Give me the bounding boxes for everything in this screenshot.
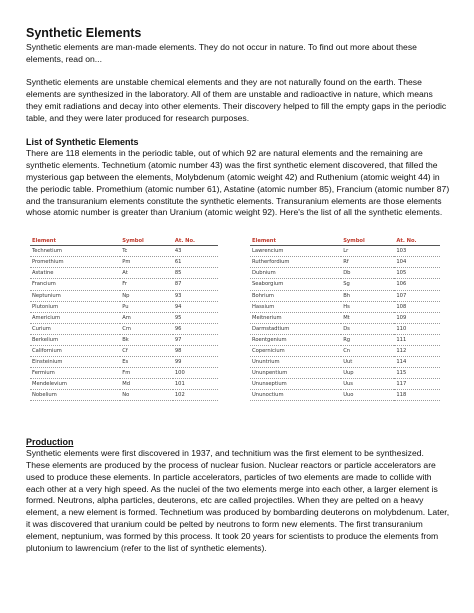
- column-header-symbol: Symbol: [341, 236, 394, 246]
- column-header-element: Element: [250, 236, 341, 246]
- table-row: [30, 346, 218, 357]
- table-row: [250, 312, 440, 323]
- symbol-cell: Rf: [341, 257, 394, 268]
- symbol-cell: Bk: [120, 334, 173, 345]
- table-row: [250, 379, 440, 390]
- table-row: [30, 334, 218, 345]
- element-name-cell: Dubnium: [250, 268, 341, 279]
- atomic-number-cell: 112: [394, 346, 440, 357]
- atomic-number-cell: 118: [394, 390, 440, 401]
- table-row: [250, 246, 440, 257]
- element-name-cell: Astatine: [30, 268, 120, 279]
- table-row: [30, 279, 218, 290]
- element-name-cell: Roentgenium: [250, 334, 341, 345]
- element-name-cell: Bohrium: [250, 290, 341, 301]
- atomic-number-cell: 99: [173, 357, 218, 368]
- atomic-number-cell: 103: [394, 246, 440, 257]
- column-header-atomic-number: At. No.: [173, 236, 218, 246]
- element-name-cell: Plutonium: [30, 301, 120, 312]
- table-row: [250, 268, 440, 279]
- symbol-cell: Cn: [341, 346, 394, 357]
- table-row: [30, 390, 218, 401]
- element-name-cell: Fermium: [30, 368, 120, 379]
- element-name-cell: Technetium: [30, 246, 120, 257]
- atomic-number-cell: 115: [394, 368, 440, 379]
- intro-paragraph: Synthetic elements are man-made elements. They do not occur in nature. To find out more about these elements, read on...: [26, 42, 417, 64]
- atomic-number-cell: 61: [173, 257, 218, 268]
- element-name-cell: Nobelium: [30, 390, 120, 401]
- table-row: [30, 290, 218, 301]
- atomic-number-cell: 107: [394, 290, 440, 301]
- atomic-number-cell: 87: [173, 279, 218, 290]
- atomic-number-cell: 110: [394, 323, 440, 334]
- table-row: [250, 357, 440, 368]
- table-row: [250, 346, 440, 357]
- table-row: [30, 323, 218, 334]
- atomic-number-cell: 95: [173, 312, 218, 323]
- atomic-number-cell: 43: [173, 246, 218, 257]
- symbol-cell: Uus: [341, 379, 394, 390]
- symbol-cell: Fr: [120, 279, 173, 290]
- table-row: [250, 257, 440, 268]
- element-name-cell: Seaborgium: [250, 279, 341, 290]
- symbol-cell: Rg: [341, 334, 394, 345]
- table-row: [30, 257, 218, 268]
- table-row: [30, 357, 218, 368]
- elements-table-right: [250, 236, 440, 401]
- atomic-number-cell: 98: [173, 346, 218, 357]
- element-name-cell: Lawrencium: [250, 246, 341, 257]
- element-name-cell: Meitnerium: [250, 312, 341, 323]
- symbol-cell: Am: [120, 312, 173, 323]
- atomic-number-cell: 97: [173, 334, 218, 345]
- symbol-cell: Md: [120, 379, 173, 390]
- table-row: [30, 312, 218, 323]
- table-row: [250, 301, 440, 312]
- element-name-cell: Ununpentium: [250, 368, 341, 379]
- element-name-cell: Californium: [30, 346, 120, 357]
- atomic-number-cell: 108: [394, 301, 440, 312]
- symbol-cell: Db: [341, 268, 394, 279]
- description-paragraph: Synthetic elements are unstable chemical elements and they are not naturally found on the earth. These elements are synthesized in the laboratory. All of them are unstable and radioactive in nature, which means they emit radiations and decay into other elements. Their discovery helped to fill the empty gaps in the periodic table, and they were later produced for research purposes.: [26, 77, 447, 123]
- element-name-cell: Ununoctium: [250, 390, 341, 401]
- atomic-number-cell: 117: [394, 379, 440, 390]
- element-name-cell: Hassium: [250, 301, 341, 312]
- page-title: Synthetic Elements: [26, 26, 142, 40]
- atomic-number-cell: 105: [394, 268, 440, 279]
- table-row: [250, 390, 440, 401]
- element-name-cell: Curium: [30, 323, 120, 334]
- table-row: [30, 268, 218, 279]
- element-name-cell: Promethium: [30, 257, 120, 268]
- table-row: [30, 301, 218, 312]
- atomic-number-cell: 102: [173, 390, 218, 401]
- symbol-cell: Mt: [341, 312, 394, 323]
- elements-table-left: [30, 236, 218, 401]
- element-name-cell: Berkelium: [30, 334, 120, 345]
- table-row: [250, 290, 440, 301]
- symbol-cell: Pu: [120, 301, 173, 312]
- symbol-cell: Np: [120, 290, 173, 301]
- atomic-number-cell: 111: [394, 334, 440, 345]
- atomic-number-cell: 109: [394, 312, 440, 323]
- atomic-number-cell: 94: [173, 301, 218, 312]
- production-heading: Production: [26, 437, 74, 448]
- table-row: [30, 368, 218, 379]
- symbol-cell: Lr: [341, 246, 394, 257]
- table-row: [250, 334, 440, 345]
- table-row: [30, 379, 218, 390]
- atomic-number-cell: 104: [394, 257, 440, 268]
- symbol-cell: Cf: [120, 346, 173, 357]
- table-row: [250, 368, 440, 379]
- document-page: [26, 26, 450, 554]
- symbol-cell: Uup: [341, 368, 394, 379]
- atomic-number-cell: 101: [173, 379, 218, 390]
- atomic-number-cell: 96: [173, 323, 218, 334]
- table-header-row: [30, 236, 218, 246]
- element-name-cell: Copernicium: [250, 346, 341, 357]
- element-name-cell: Rutherfordium: [250, 257, 341, 268]
- table-row: [250, 279, 440, 290]
- symbol-cell: At: [120, 268, 173, 279]
- atomic-number-cell: 106: [394, 279, 440, 290]
- atomic-number-cell: 85: [173, 268, 218, 279]
- column-header-atomic-number: At. No.: [394, 236, 440, 246]
- symbol-cell: Hs: [341, 301, 394, 312]
- atomic-number-cell: 114: [394, 357, 440, 368]
- element-name-cell: Ununseptium: [250, 379, 341, 390]
- column-header-symbol: Symbol: [120, 236, 173, 246]
- symbol-cell: Tc: [120, 246, 173, 257]
- symbol-cell: Es: [120, 357, 173, 368]
- element-name-cell: Francium: [30, 279, 120, 290]
- table-row: [250, 323, 440, 334]
- symbol-cell: Cm: [120, 323, 173, 334]
- atomic-number-cell: 100: [173, 368, 218, 379]
- symbol-cell: Sg: [341, 279, 394, 290]
- list-heading: List of Synthetic Elements: [26, 137, 139, 148]
- production-paragraph: Synthetic elements were first discovered in 1937, and technitium was the first element to be synthesized. These elements are produced by the process of nuclear fusion. Nuclear reactors or particle accelerators are used to produce these elements. In particle accelerators, particles of two elements are made to collide with each other at a very high speed. As the nuclei of the two elements merge into each other, a larger element is formed. Neutrons, alpha particles, deuterons, etc are called projectiles. When they are pelted on a heavy element, a new element is formed. Technetium was produced by bombarding deuterons on molybdenum. Later, it was discovered that uranium could be pelted by neutrons to form new elements. The first transuranium element, neptunium, was formed by this process. It took 20 years for scientists to produce the elements from plutonium to lawrencium (refer to the list of synthetic elements).: [26, 448, 450, 553]
- table-header-row: [250, 236, 440, 246]
- column-header-element: Element: [30, 236, 120, 246]
- symbol-cell: Uut: [341, 357, 394, 368]
- element-name-cell: Mendelevium: [30, 379, 120, 390]
- symbol-cell: Bh: [341, 290, 394, 301]
- atomic-number-cell: 93: [173, 290, 218, 301]
- element-name-cell: Ununtrium: [250, 357, 341, 368]
- element-name-cell: Neptunium: [30, 290, 120, 301]
- symbol-cell: Fm: [120, 368, 173, 379]
- symbol-cell: No: [120, 390, 173, 401]
- element-name-cell: Darmstadtium: [250, 323, 341, 334]
- element-tables: [26, 236, 450, 418]
- table-row: [30, 246, 218, 257]
- element-name-cell: Einsteinium: [30, 357, 120, 368]
- list-paragraph: There are 118 elements in the periodic table, out of which 92 are natural elements and the remaining are synthetic elements. Technetium (atomic number 43) was the first synthetic element discovered, that filled the mysterious gap between the elements, Molybdenum (atomic weight 42) and Ruthenium (atomic weight 44) in the periodic table. Promethium (atomic number 61), Astatine (atomic number 85), Francium (atomic number 87) and the transuranium elements constitute the synthetic elements. Transuranium elements are those elements whose atomic number is greater than Uranium (atomic weight 92). Here's the list of all the synthetic elements.: [26, 148, 450, 218]
- element-name-cell: Americium: [30, 312, 120, 323]
- symbol-cell: Ds: [341, 323, 394, 334]
- symbol-cell: Uuo: [341, 390, 394, 401]
- symbol-cell: Pm: [120, 257, 173, 268]
